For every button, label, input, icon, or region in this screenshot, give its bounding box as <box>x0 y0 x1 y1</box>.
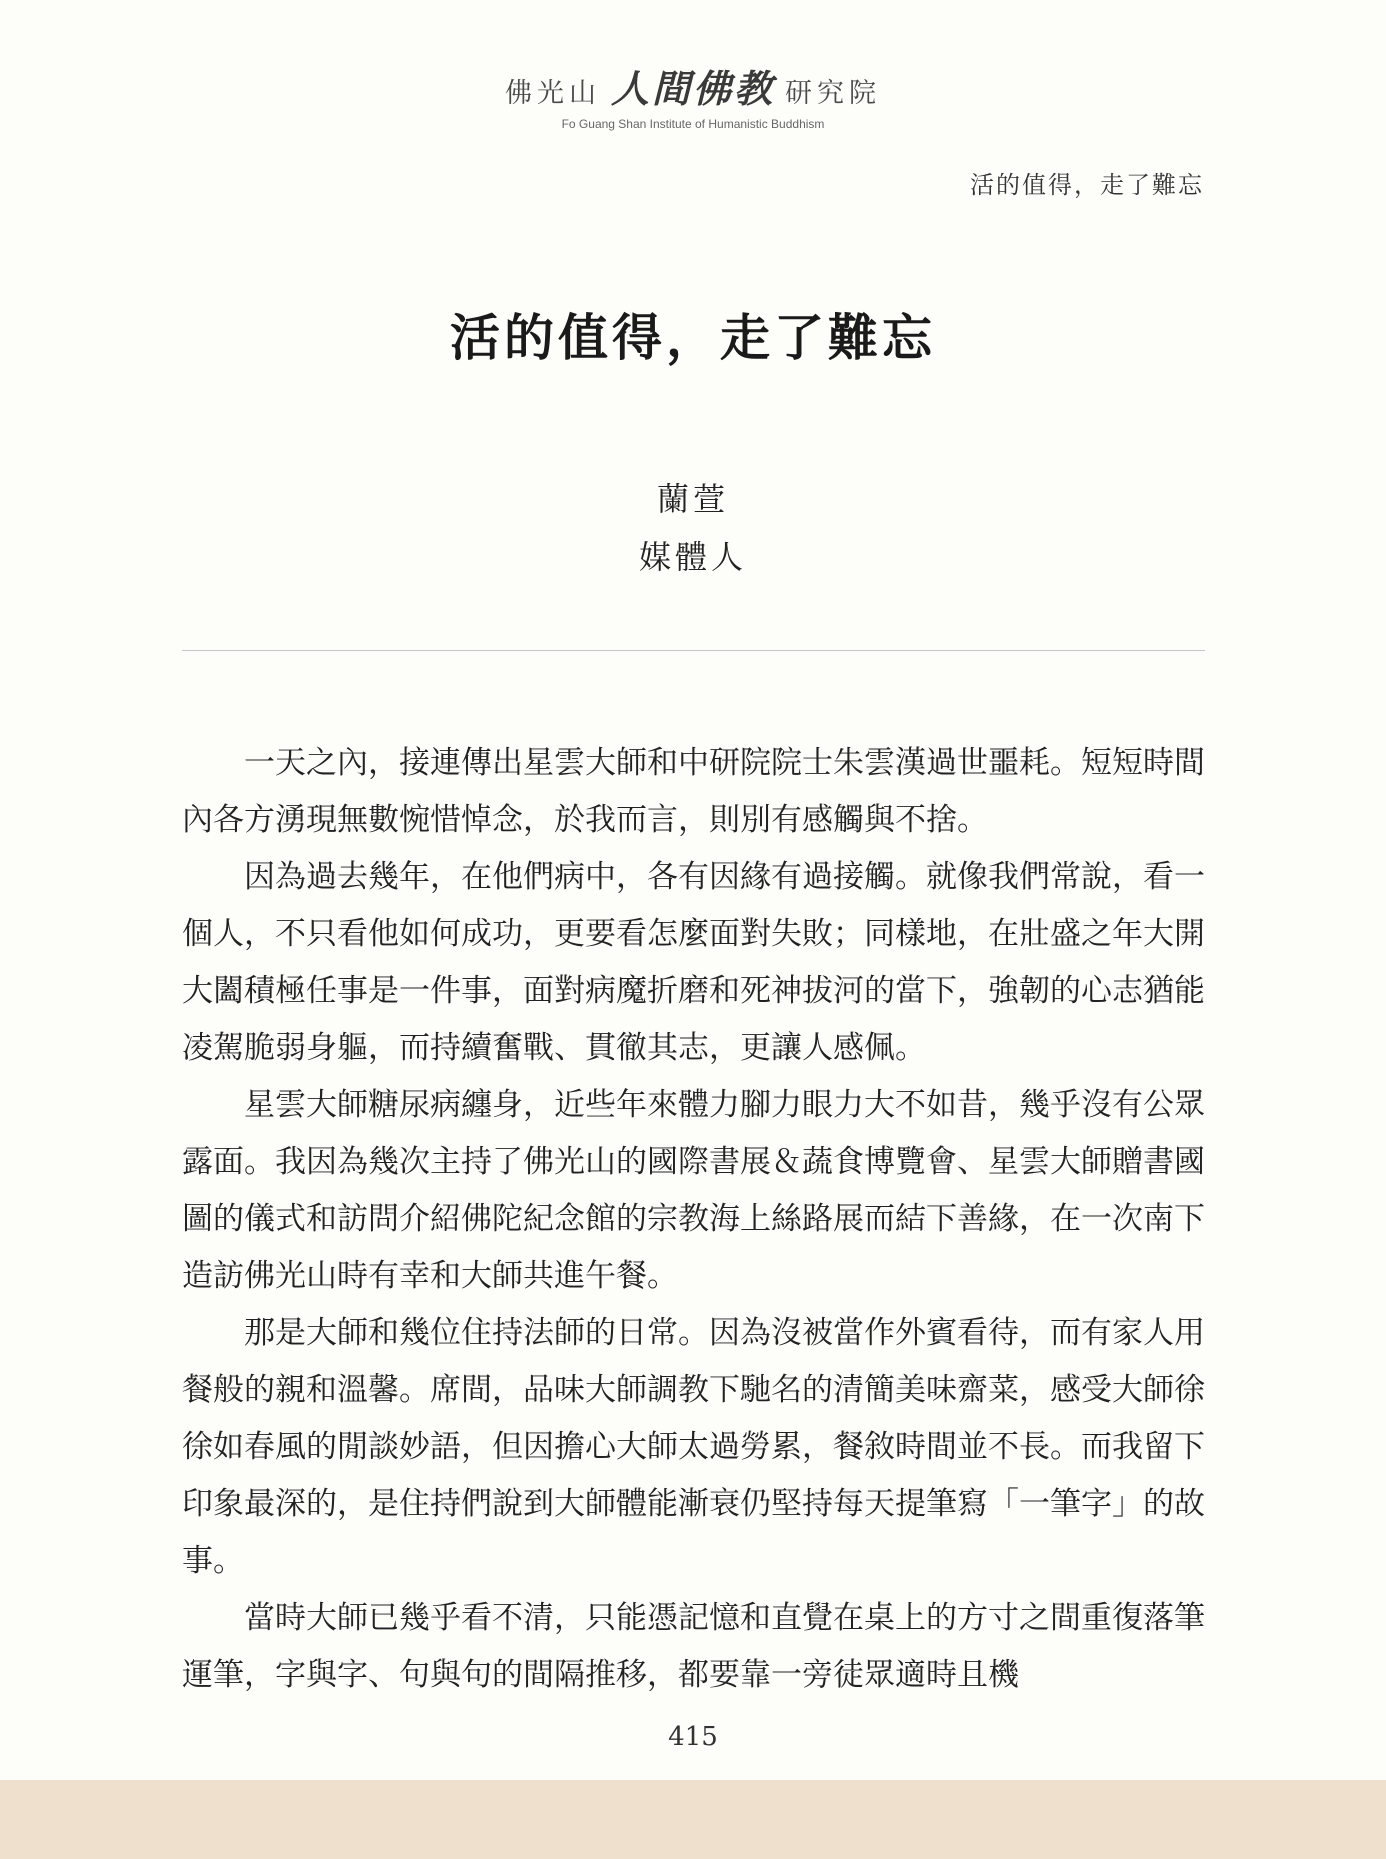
paragraph: 星雲大師糖尿病纏身，近些年來體力腳力眼力大不如昔，幾乎沒有公眾露面。我因為幾次主持了佛光山的國際書展＆蔬食博覽會、星雲大師贈書國圖的儀式和訪問介紹佛陀紀念館的宗教海上絲路展而結下善緣，在一次南下造訪佛光山時有幸和大師共進午餐。 <box>182 1087 1205 1294</box>
institute-name-right: 研究院 <box>785 78 881 109</box>
author-role: 媒體人 <box>638 538 747 576</box>
page-number: 415 <box>668 1722 718 1752</box>
article-title: 活的值得，走了難忘 <box>450 308 936 367</box>
institute-english-name: Fo Guang Shan Institute of Humanistic Buddhism <box>561 117 825 131</box>
author-name: 蘭萱 <box>656 480 729 518</box>
paragraph: 當時大師已幾乎看不清，只能憑記憶和直覺在桌上的方寸之間重復落筆運筆，字與字、句與句的間隔推移，都要靠一旁徒眾適時且機 <box>182 1600 1205 1693</box>
article-body <box>182 735 1205 1704</box>
paragraph: 那是大師和幾位住持法師的日常。因為沒被當作外賓看待，而有家人用餐般的親和溫馨。席間，品味大師調教下馳名的清簡美味齋菜，感受大師徐徐如春風的閒談妙語，但因擔心大師太過勞累，餐敘時間並不長。而我留下印象最深的，是住持們說到大師體能漸衰仍堅持每天提筆寫「一筆字」的故事。 <box>182 1315 1205 1579</box>
section-divider <box>182 650 1205 651</box>
running-head: 活的值得，走了難忘 <box>970 171 1204 199</box>
institute-logo <box>505 58 881 113</box>
institute-name-left: 佛光山 <box>504 78 601 109</box>
footer-band <box>0 1780 1386 1859</box>
institute-calligraphy-logo: 人間佛教 <box>610 66 775 111</box>
paragraph: 一天之內，接連傳出星雲大師和中研院院士朱雲漢過世噩耗。短短時間內各方湧現無數惋惜悼念，於我而言，則別有感觸與不捨。 <box>182 745 1205 838</box>
paragraph: 因為過去幾年，在他們病中，各有因緣有過接觸。就像我們常說，看一個人，不只看他如何成功，更要看怎麼面對失敗；同樣地，在壯盛之年大開大闔積極任事是一件事，面對病魔折磨和死神拔河的當下，強韌的心志猶能凌駕脆弱身軀，而持續奮戰、貫徹其志，更讓人感佩。 <box>182 859 1205 1066</box>
institute-header <box>0 58 1386 131</box>
